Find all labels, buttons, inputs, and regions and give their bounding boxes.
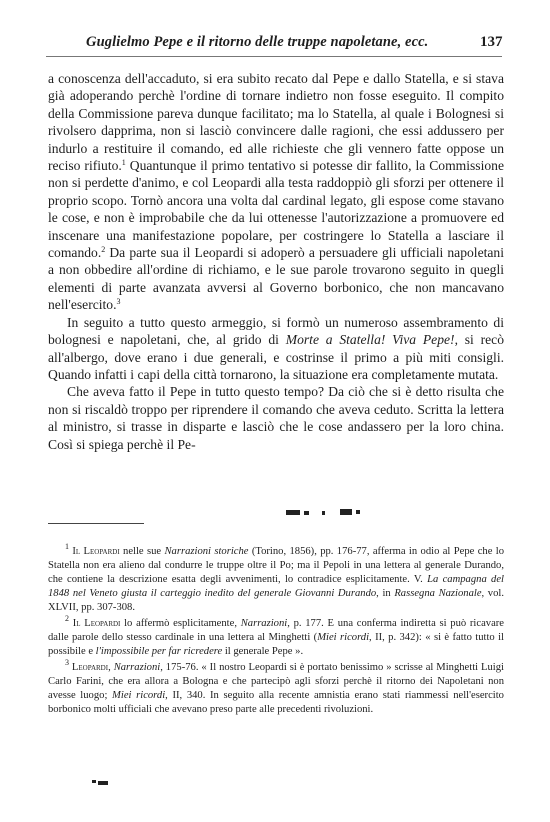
footnote-ref-1: 1	[121, 158, 126, 168]
running-title: Guglielmo Pepe e il ritorno delle truppe napoletane, ecc.	[86, 34, 429, 50]
footnote-ref-3: 3	[116, 297, 121, 307]
ink-speck	[340, 509, 352, 515]
paragraph-1-part-1: a conoscenza dell'accaduto, si era subito recato dal Pepe e dallo Statella, e si stava già adoperando perchè l'ordine di tornare indietro non fosse eseguito. Il compito della Commissione pareva dunque facilitato; ma lo Statella, al quale i Bolognesi si rivolsero dapprima, non si lasciò convincere dalle ragioni, che essi addussero per indurlo a restituire il comando, ed alle richieste che gli vennero fatte oppose un reciso rifiuto.	[48, 71, 504, 174]
footnote-separator	[48, 523, 144, 524]
footnote-1-journal: Rassegna Nazionale	[394, 588, 482, 599]
ink-speck	[286, 510, 300, 515]
footnote-2-ref: Miei ricordi	[317, 632, 370, 643]
footnote-1-author: Il Leopardi	[72, 546, 120, 557]
footnotes	[48, 542, 505, 719]
footnote-1	[48, 542, 504, 615]
footnote-1-title: La campagna del 1848 nel Veneto giusta il carteggio inedito del generale Giovanni Durando	[48, 574, 504, 599]
footnote-2-work: Narrazioni	[240, 618, 288, 629]
paragraph-1-part-2: Quantunque il primo tentativo si potesse dir fallito, la Commissione non si perdette d'animo, e col Leopardi alla testa raddoppiò gli sforzi per ottenere il proprio scopo. Tornò ancora una volta dal cardinal legato, gli espose come stavano le cose, e non è improbabile che da lui ottenesse l'autorizzazione a promuovere ed inscenare una manifestazione popolare, per costringere lo Statella a lasciare il comando.	[48, 158, 504, 261]
paragraph-2	[48, 314, 504, 384]
footnote-2-text-d: il generale Pepe ».	[222, 646, 304, 657]
footnote-2-text-a: lo affermò esplicitamente,	[120, 618, 241, 629]
footnote-1-text-b: (Torino, 1856), pp. 176-77, afferma in odio al Pepe che lo Statella non era alieno dal condurre le truppe oltre il Po; ma il Pepoli in una lettera al generale Durando, che contiene la descrizione esatta degli avvenimenti, lo contradice esplicitamente. V.	[48, 546, 504, 585]
footnote-3-work: Narrazioni	[113, 662, 161, 673]
footnote-2	[48, 614, 505, 659]
ink-speck	[98, 781, 108, 785]
footnote-1-text-a: nelle sue	[119, 546, 165, 557]
ink-speck	[356, 510, 360, 514]
paragraph-1	[48, 70, 504, 314]
ink-speck	[304, 511, 309, 515]
page-header	[0, 34, 550, 62]
footnote-ref-2: 2	[101, 245, 106, 255]
paragraph-3: Che aveva fatto il Pepe in tutto questo tempo? Da ciò che si è detto risulta che non si riscaldò troppo per riprendere il comando che aveva ceduto. Scritta la lettera al ministro, si trasse in disparte e lasciò che le cose andassero per la loro china. Così si spiega perchè il Pe-	[48, 384, 504, 452]
footnote-3-text-c: , II, 340. In seguito alla recente amnistia erano stati riammessi nell'esercito borbonico molti ufficiali che avevano preso parte alle precedenti rivoluzioni.	[48, 690, 504, 715]
footnote-3-text-a: ,	[108, 662, 114, 673]
footnote-3	[48, 658, 504, 717]
ink-speck	[322, 511, 325, 515]
crowd-slogan: Morte a Statella! Viva Pepe!	[285, 332, 455, 348]
footnote-3-marker: 3	[64, 658, 69, 667]
footnote-1-work: Narrazioni storiche	[164, 546, 249, 557]
header-rule	[46, 56, 502, 57]
body-text	[48, 70, 504, 453]
footnote-2-text-c: , II, p. 342): « si è fatto tutto il possibile e	[48, 632, 504, 657]
paragraph-1-part-3: Da parte sua il Leopardi si adoperò a persuadere gli ufficiali napoletani a non obbedire all'ordine di richiamo, e le sue parole trovarono seguito in quegli elementi di parte avanzata avversi al Governo borbonico, che non mancavano nell'esercito.	[48, 245, 504, 313]
footnote-2-text-b: , p. 177. E una conferma indiretta si può ricavare dalle parole dello stesso cardinale in una lettera al Minghetti (	[48, 618, 505, 643]
paragraph-2-part-2: , si recò all'albergo, dove erano i due generali, e costrinse il primo a più miti consigli. Quando infatti i capi della città tornarono, la situazione era completamente mutata.	[48, 332, 504, 382]
footnote-1-marker: 1	[64, 542, 69, 551]
footnote-3-author: Leopardi	[71, 662, 109, 673]
ink-speck	[92, 780, 96, 783]
footnote-3-ref: Miei ricordi	[112, 690, 166, 701]
page-number: 137	[480, 34, 503, 50]
footnote-2-marker: 2	[64, 614, 69, 623]
footnote-1-text-c: , in	[376, 588, 395, 599]
footnote-3-text-b: , 175-76. « Il nostro Leopardi si è portato benissimo » scrisse al Minghetti Luigi Carlo Farini, che era allora a Bologna e che partecipò agli sforzi perchè il ritorno dei Napoletani non avesse luogo;	[48, 662, 504, 701]
paragraph-2-part-1: In seguito a tutto questo armeggio, si formò un numeroso assembramento di bolognesi e napoletani, che, al grido di	[48, 314, 504, 348]
footnote-2-quote: l'impossibile per far ricredere	[95, 646, 223, 657]
footnote-1-text-d: , vol. XLVII, pp. 307-308.	[48, 588, 504, 613]
footnote-2-author: Il Leopardi	[72, 618, 121, 629]
